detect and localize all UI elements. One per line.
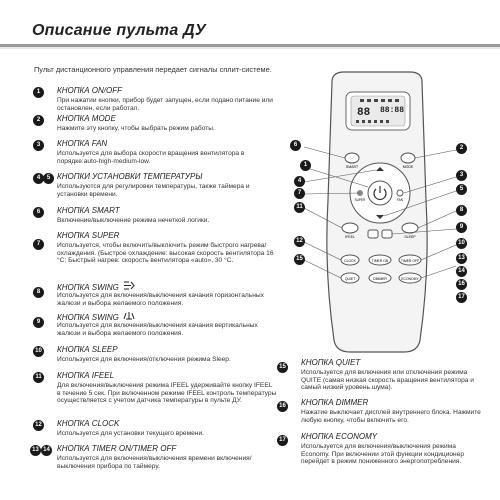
timer-on-label: TIMER ON [371, 259, 389, 263]
remote-callout: 15 [294, 254, 305, 265]
swing-horizontal-icon [123, 282, 135, 292]
item-description: При нажатии кнопки, прибор будет запущен, если подано питание или остановлен, если работал. [57, 97, 273, 112]
ifeel-label: IFEEL [345, 235, 355, 239]
callout-number: 3 [33, 140, 44, 151]
callout-number: 15 [277, 362, 288, 373]
item-heading: КНОПКА CLOCK [57, 419, 120, 428]
item-heading: КНОПКА SMART [57, 206, 120, 215]
quiet-label: QUIET [344, 277, 356, 281]
callout-number: 2 [33, 115, 44, 126]
item-description: Используются для регулировки температуры, также таймера и установки времени. [57, 183, 250, 198]
callout-number: 11 [33, 372, 44, 383]
remote-callout: 8 [456, 205, 467, 216]
item-heading: КНОПКА MODE [57, 114, 116, 123]
item-heading [57, 311, 135, 322]
remote-callout: 10 [456, 238, 467, 249]
item-description: Используется для включения/выключения качания горизонтальных жалюзи и выбора желаемого положения. [57, 292, 264, 307]
item-description: Используется для установки текущего времени. [57, 430, 204, 437]
item-description: Используется для включения/выключения качания вертикальных жалюзи и выбора желаемого положения. [57, 322, 258, 337]
mode-button [401, 153, 415, 163]
item-heading: КНОПКА FAN [57, 139, 108, 148]
remote-callout: 1 [300, 160, 311, 171]
remote-callout: 11 [294, 202, 305, 213]
item-description: Нажмите эту кнопку, чтобы выбрать режим работы. [57, 125, 215, 132]
item-heading: КНОПКА ECONOMY [301, 432, 378, 441]
item-heading: КНОПКА ON/OFF [57, 86, 123, 95]
dimmer-label: DIMMER [373, 277, 387, 281]
remote-callout: 2 [456, 143, 467, 154]
item-heading: КНОПКА QUIET [301, 358, 361, 367]
item-description: Используется для включения/выключения режима Economy. При включении этой функции кондиционер перейдет в режим пониженного энергопотребления. [301, 443, 465, 466]
callout-number: 13 [30, 445, 41, 456]
callout-number: 1 [33, 87, 44, 98]
item-description: Используется для включения/выключения времени включения/выключения прибора по таймеру. [57, 455, 252, 470]
remote-callout: 6 [290, 140, 301, 151]
item-description: Используется для включения/отключения режима Sleep. [57, 356, 231, 363]
remote-callout: 7 [294, 188, 305, 199]
item-heading: КНОПКИ УСТАНОВКИ ТЕМПЕРАТУРЫ [57, 172, 203, 181]
item-heading [57, 281, 135, 292]
item-heading-text: КНОПКА SWING [57, 313, 119, 322]
item-description: Для включения/выключения режима IFEEL удерживайте кнопку IFEEL в течение 5 сек. При включенном режиме IFEEL контроль температуры осуществляется с учетом датчика температуры в пульте ДУ. [57, 382, 277, 405]
lcd-temperature: 88 [357, 107, 371, 119]
smart-label: SMART [345, 165, 359, 169]
remote-control-illustration [280, 70, 480, 355]
super-label: SUPER [354, 198, 366, 202]
callout-number: 12 [33, 420, 44, 431]
callout-number: 8 [33, 287, 44, 298]
callout-number: 5 [43, 173, 54, 184]
remote-callout: 3 [456, 170, 467, 181]
remote-callout: 13 [456, 253, 467, 264]
remote-callout: 16 [456, 279, 467, 290]
item-description: Используется, чтобы включить/выключить режим быстрого нагрева/охлаждения. (Быстрое охлаждение: высокая скорость вентилятора 16 °С; Быстрый нагрев: скорость вентилятора «auto», 30 °С. [57, 242, 274, 265]
callout-number: 10 [33, 346, 44, 357]
item-heading: КНОПКА IFEEL [57, 371, 115, 380]
ifeel-button [342, 223, 358, 233]
item-description: Включение/выключение режима нечеткой логики. [57, 217, 210, 224]
callout-number: 16 [277, 401, 288, 412]
fan-button [397, 190, 403, 196]
item-description: Используется для выбора скорости вращения вентилятора в порядке:auto-high-medium-low. [57, 150, 245, 165]
economy-label: ECONOMY [401, 277, 419, 281]
sleep-label: SLEEP [404, 235, 416, 239]
remote-callout: 5 [456, 184, 467, 195]
callout-number: 4 [33, 173, 44, 184]
swing-vertical-button [382, 230, 392, 238]
callout-number: 7 [33, 239, 44, 250]
callout-number: 9 [33, 317, 44, 328]
remote-callout: 4 [294, 176, 305, 187]
smart-button [345, 153, 359, 163]
callout-number: 17 [277, 435, 288, 446]
item-heading: КНОПКА SUPER [57, 231, 120, 240]
sleep-button [402, 223, 418, 233]
callout-number: 6 [33, 207, 44, 218]
swing-vertical-icon [123, 312, 135, 322]
item-heading-text: КНОПКА SWING [57, 283, 119, 292]
title-underline-shadow [0, 47, 500, 49]
intro-text: Пульт дистанционного управления передает сигналы сплит-системе. [34, 65, 272, 74]
remote-callout: 14 [456, 266, 467, 277]
remote-callout: 12 [294, 236, 305, 247]
item-heading: КНОПКА DIMMER [301, 398, 369, 407]
item-description: Используется для включения или отключения режима QUITE (самая низкая скорость вращения вентилятора и самый низкий уровень шума). [301, 369, 474, 392]
item-heading: КНОПКА TIMER ON/TIMER OFF [57, 444, 177, 453]
remote-callout: 17 [456, 292, 467, 303]
item-description: Нажатие выключает дисплей внутреннего блока. Нажмите любую кнопку, чтобы включить его. [301, 409, 481, 424]
fan-label: FAN [396, 198, 404, 202]
item-heading: КНОПКА SLEEP [57, 345, 118, 354]
swing-horizontal-button [368, 230, 378, 238]
lcd-time: 88:88 [380, 106, 405, 115]
remote-callout: 9 [456, 222, 467, 233]
page-title: Описание пульта ДУ [32, 22, 206, 39]
callout-number: 14 [41, 445, 52, 456]
timer-off-label: TIMER OFF [400, 259, 420, 263]
clock-label: CLOCK [344, 259, 356, 263]
mode-label: MODE [402, 165, 414, 169]
